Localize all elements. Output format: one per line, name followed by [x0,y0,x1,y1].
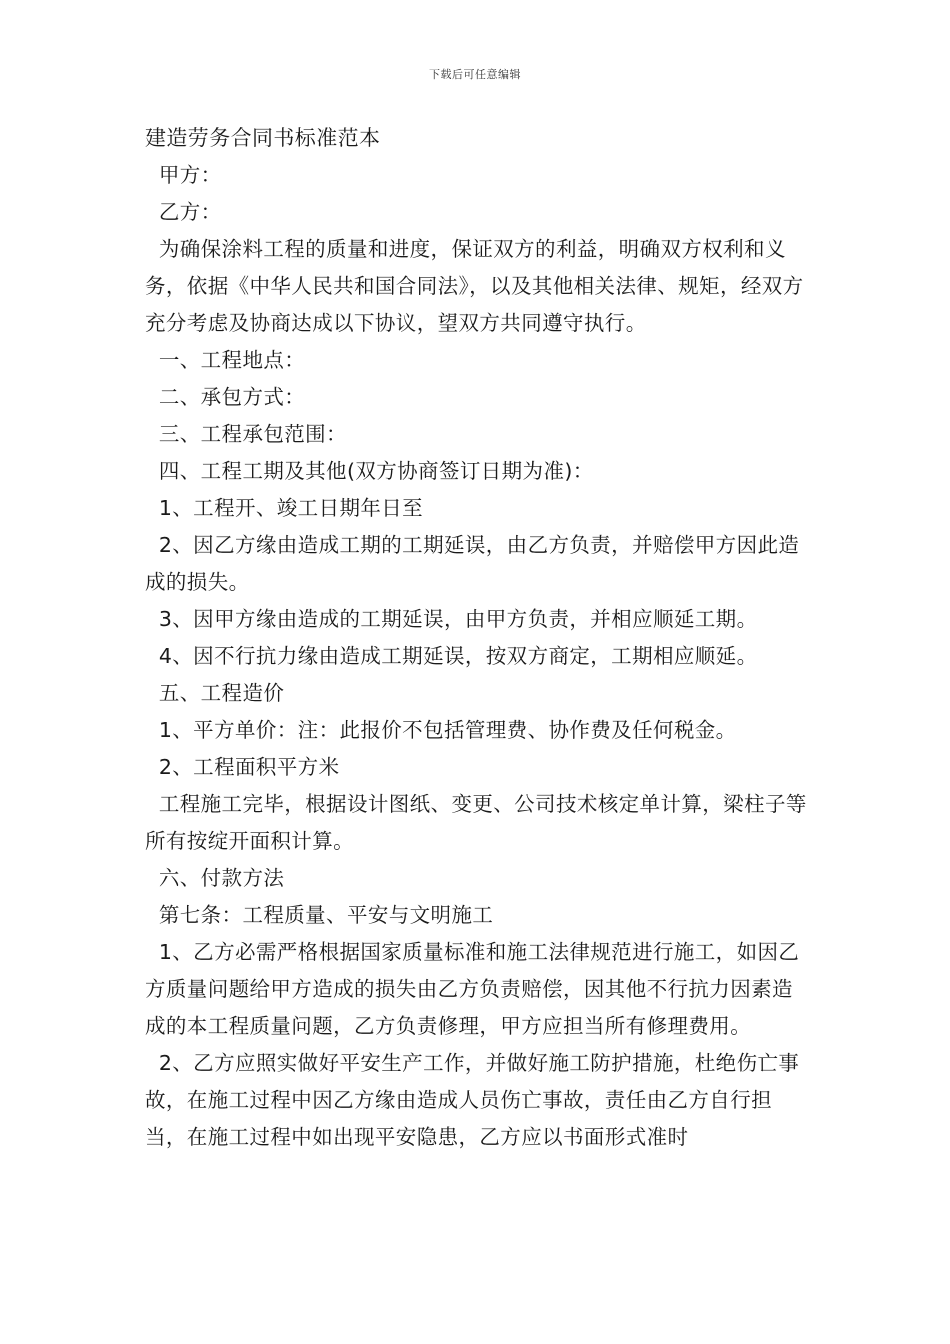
section-3-heading: 三、工程承包范围： [145,422,347,446]
section-2-heading: 二、承包方式： [145,385,306,409]
section-7-item-1: 1、乙方必需严格根据国家质量标准和施工法律规范进行施工，如因乙方质量问题给甲方造成的损失由乙方负责赔偿，因其他不行抗力因素造成的本工程质量问题，乙方负责修理，甲方应担当所有修理费用。 [145,940,800,1038]
section-4-item-4: 4、因不行抗力缘由造成工期延误，按双方商定，工期相应顺延。 [145,644,758,668]
document-title: 建造劳务合同书标准范本 [145,126,381,150]
section-7-heading: 第七条：工程质量、平安与文明施工 [145,903,494,927]
section-4-item-2: 2、因乙方缘由造成工期的工期延误，由乙方负责，并赔偿甲方因此造成的损失。 [145,533,800,594]
section-5-note: 工程施工完毕，根据设计图纸、变更、公司技术核定单计算，梁柱子等所有按绽开面积计算。 [145,792,807,853]
section-5-item-2: 2、工程面积平方米 [145,755,340,779]
section-5-item-1: 1、平方单价：注：此报价不包括管理费、协作费及任何税金。 [145,718,737,742]
section-7-item-2: 2、乙方应照实做好平安生产工作，并做好施工防护措施，杜绝伤亡事故，在施工过程中因乙方缘由造成人员伤亡事故，责任由乙方自行担当，在施工过程中如出现平安隐患，乙方应以书面形式准时 [145,1051,800,1149]
section-5-heading: 五、工程造价 [145,681,285,705]
section-4-heading: 四、工程工期及其他(双方协商签订日期为准)： [145,459,594,483]
section-4-item-3: 3、因甲方缘由造成的工期延误，由甲方负责，并相应顺延工期。 [145,607,758,631]
party-b-line: 乙方： [145,200,222,224]
section-6-heading: 六、付款方法 [145,866,285,890]
party-a-line: 甲方： [145,163,222,187]
header-note: 下载后可任意编辑 [429,68,521,81]
document-body [145,120,810,1156]
section-4-item-1: 1、工程开、竣工日期年日至 [145,496,424,520]
section-1-heading: 一、工程地点： [145,348,306,372]
intro-paragraph: 为确保涂料工程的质量和进度，保证双方的利益，明确双方权利和义务，依据《中华人民共和国合同法》，以及其他相关法律、规矩，经双方充分考虑及协商达成以下协议，望双方共同遵守执行。 [145,237,804,335]
